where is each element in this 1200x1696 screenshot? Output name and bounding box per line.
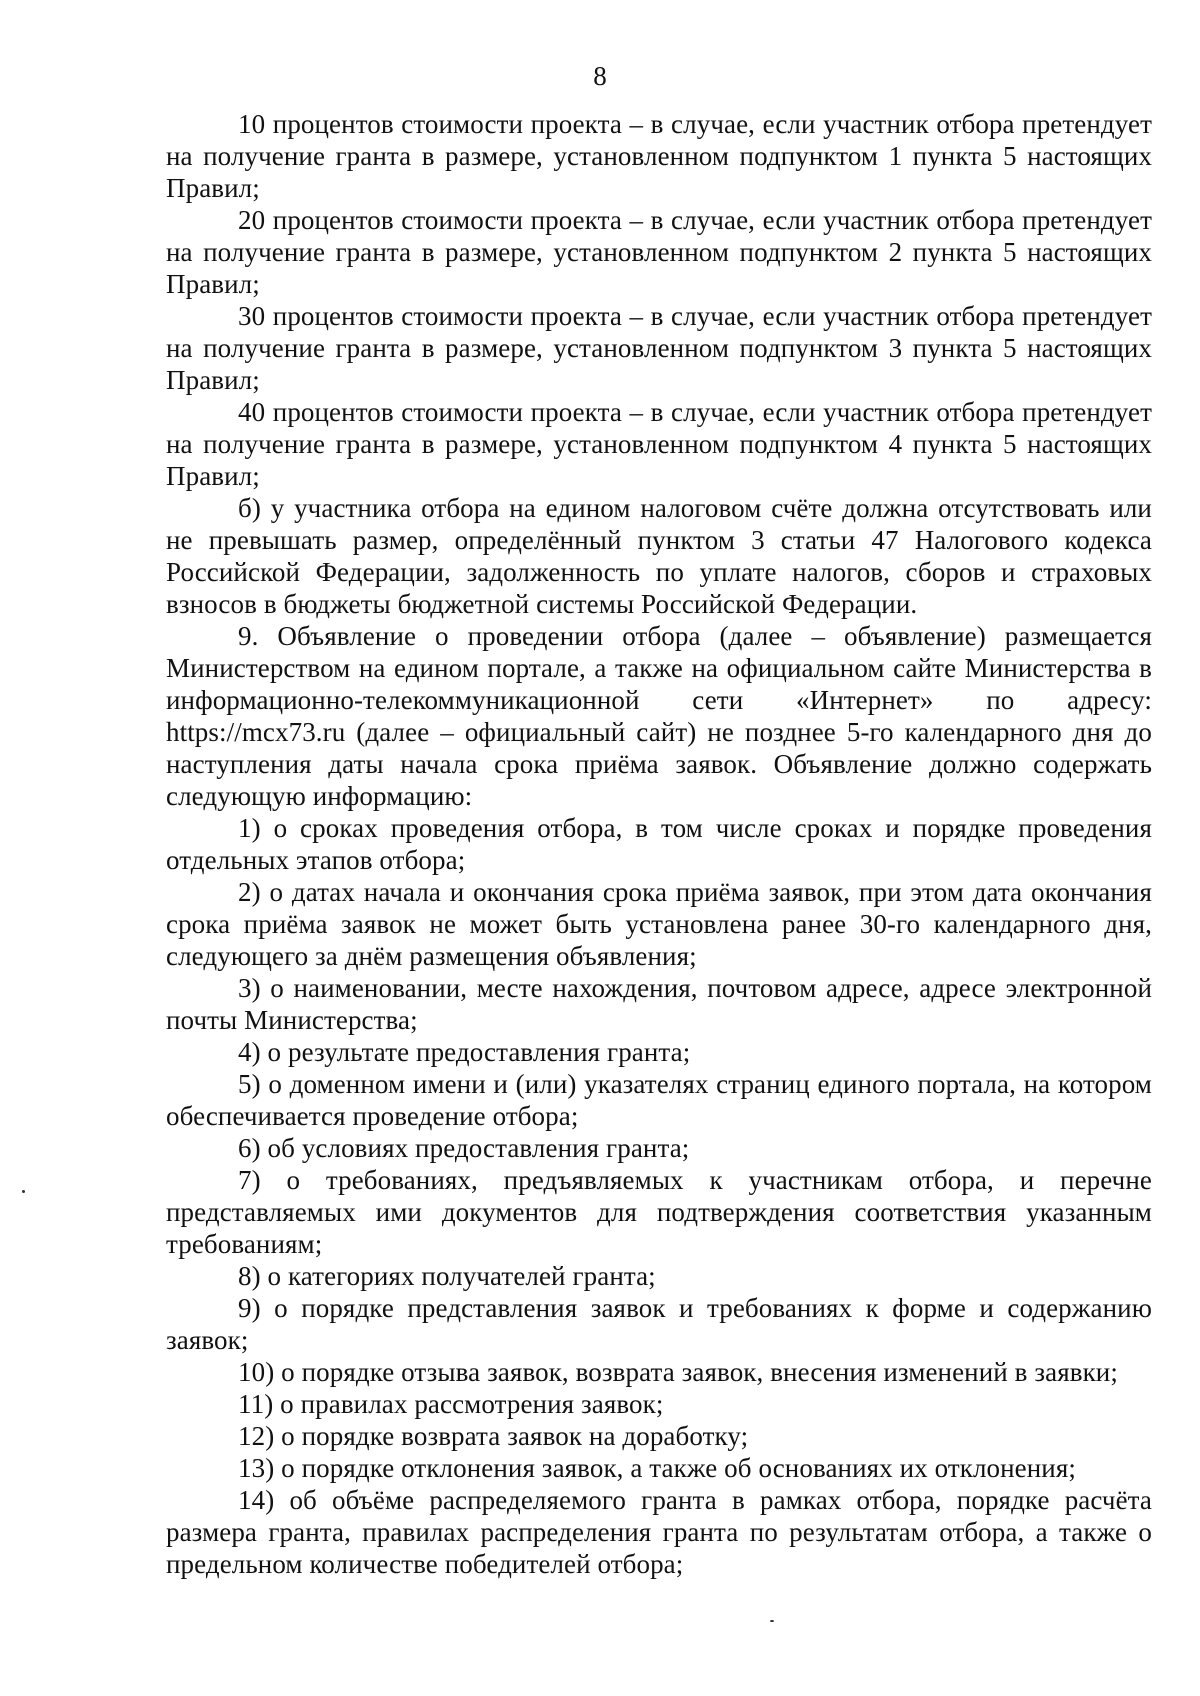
paragraph: 10 процентов стоимости проекта – в случае, если участник отбора претендует на получение гранта в размере, установленном подпунктом 1 пункта 5 настоящих Правил;: [166, 109, 1152, 203]
list-item: 11) о правилах рассмотрения заявок;: [238, 1389, 664, 1419]
paragraph: 9. Объявление о проведении отбора (далее – объявление) размещается Министерством на едином портале, а также на официальном сайте Министерства в информационно-телекоммуникационной сети «Интернет» по адресу: https://mcx73.ru (далее – официальный сайт) не позднее 5-го календарного дня до наступления даты начала срока приёма заявок. Объявление должно содержать следующую информацию:: [166, 621, 1152, 811]
paragraph: 40 процентов стоимости проекта – в случае, если участник отбора претендует на получение гранта в размере, установленном подпунктом 4 пункта 5 настоящих Правил;: [166, 397, 1152, 491]
paragraph: 30 процентов стоимости проекта – в случае, если участник отбора претендует на получение гранта в размере, установленном подпунктом 3 пункта 5 настоящих Правил;: [166, 301, 1152, 395]
scan-speck: [770, 1620, 774, 1622]
list-item: 9) о порядке представления заявок и требованиях к форме и содержанию заявок;: [166, 1293, 1152, 1355]
list-item: 12) о порядке возврата заявок на доработку;: [238, 1421, 749, 1451]
list-item: 6) об условиях предоставления гранта;: [238, 1133, 690, 1163]
scan-speck: [22, 1190, 25, 1193]
page-body: [166, 108, 1152, 1580]
list-item: 3) о наименовании, месте нахождения, почтовом адресе, адресе электронной почты Министерства;: [166, 973, 1152, 1035]
list-item: 14) об объёме распределяемого гранта в рамках отбора, порядке расчёта размера гранта, правилах распределения гранта по результатам отбора, а также о предельном количестве победителей отбора;: [166, 1485, 1152, 1579]
page-number: 8: [593, 61, 607, 91]
list-item: 2) о датах начала и окончания срока приёма заявок, при этом дата окончания срока приёма заявок не может быть установлена ранее 30-го календарного дня, следующего за днём размещения объявления;: [166, 877, 1152, 971]
list-item: 8) о категориях получателей гранта;: [238, 1261, 656, 1291]
paragraph: б) у участника отбора на едином налоговом счёте должна отсутствовать или не превышать размер, определённый пунктом 3 статьи 47 Налогового кодекса Российской Федерации, задолженность по уплате налогов, сборов и страховых взносов в бюджеты бюджетной системы Российской Федерации.: [166, 493, 1152, 619]
list-item: 1) о сроках проведения отбора, в том числе сроках и порядке проведения отдельных этапов отбора;: [166, 813, 1152, 875]
paragraph: 20 процентов стоимости проекта – в случае, если участник отбора претендует на получение гранта в размере, установленном подпунктом 2 пункта 5 настоящих Правил;: [166, 205, 1152, 299]
list-item: 7) о требованиях, предъявляемых к участникам отбора, и перечне представляемых ими документов для подтверждения соответствия указанным требованиям;: [166, 1165, 1152, 1259]
list-item: 5) о доменном имени и (или) указателях страниц единого портала, на котором обеспечивается проведение отбора;: [166, 1069, 1152, 1131]
list-item: 13) о порядке отклонения заявок, а также об основаниях их отклонения;: [238, 1453, 1076, 1483]
list-item: 10) о порядке отзыва заявок, возврата заявок, внесения изменений в заявки;: [238, 1357, 1118, 1387]
list-item: 4) о результате предоставления гранта;: [238, 1037, 691, 1067]
